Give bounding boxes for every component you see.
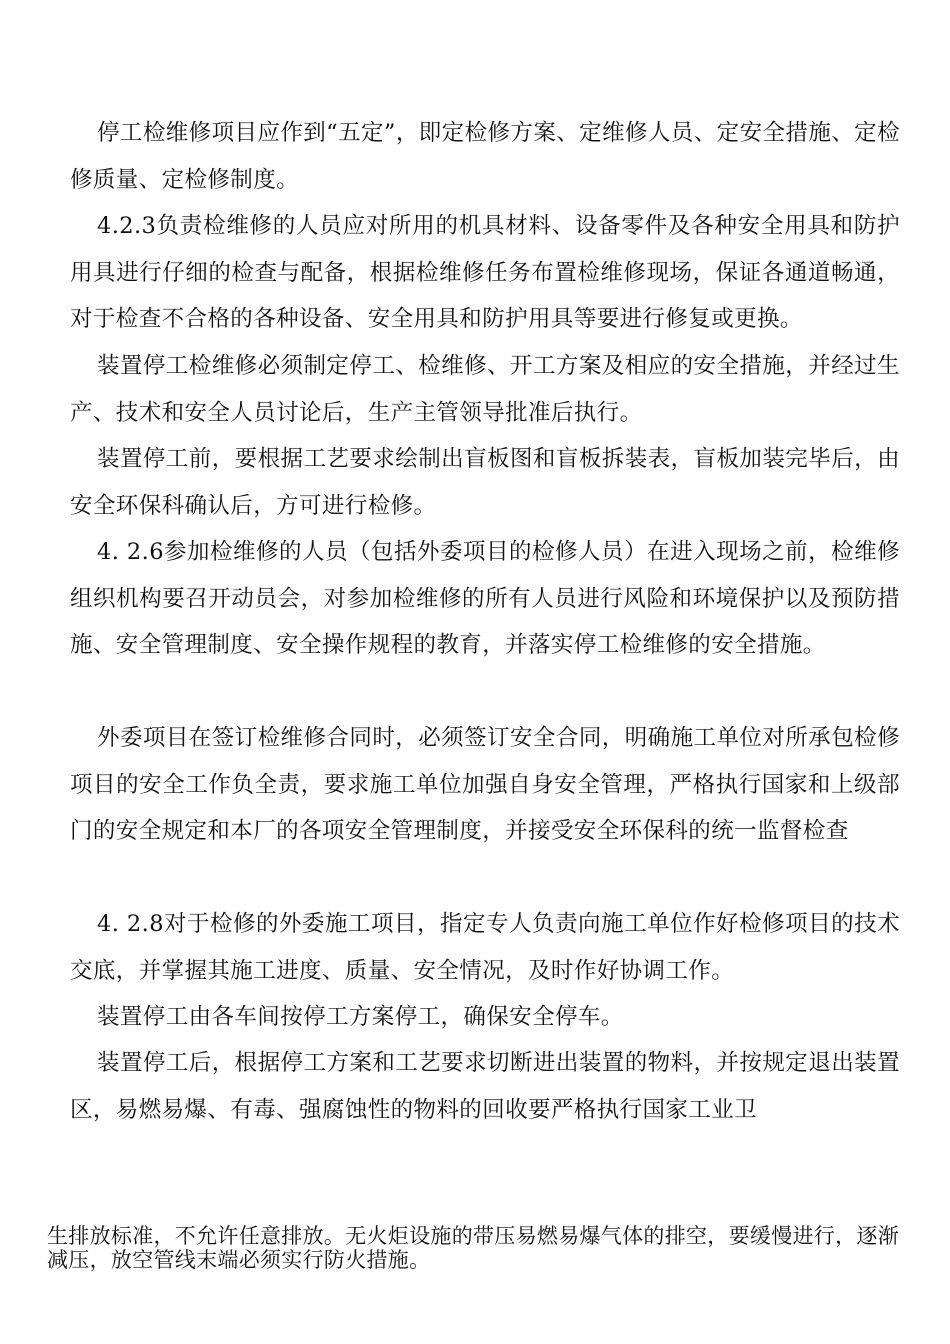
paragraph-workshop-shutdown: 装置停工由各车间按停工方案停工，确保安全停车。 xyxy=(97,1004,624,1030)
paragraph-material-cutoff: 装置停工后，根据停工方案和工艺要求切断进出装置的物料，并按规定退出装置区，易燃易爆、有毒、强腐蚀性的物料的回收要严格执行国家工业卫 xyxy=(70,1050,900,1123)
paragraph-five-fixes: 停工检维修项目应作到“五定”，即定检修方案、定维修人员、定安全措施、定检修质量、定检修制度。 xyxy=(70,120,900,193)
paragraph-outsourced-contract: 外委项目在签订检维修合同时，必须签订安全合同，明确施工单位对所承包检修项目的安全工作负全责，要求施工单位加强自身安全管理，严格执行国家和上级部门的安全规定和本厂的各项安全管理制度，并接受安全环保科的统一监督检查 xyxy=(70,725,900,844)
paragraph-4-2-6: 4. 2.6参加检维修的人员（包括外委项目的检修人员）在进入现场之前，检维修组织机构要召开动员会，对参加检维修的所有人员进行风险和环境保护以及预防措施、安全管理制度、安全操作规程的教育，并落实停工检维修的安全措施。 xyxy=(70,539,900,658)
paragraph-continuation: 生排放标准，不允许任意排放。无火炬设施的带压易燃易爆气体的排空，要缓慢进行，逐渐减压，放空管线末端必须实行防火措施。 xyxy=(47,1224,899,1272)
paragraph-shutdown-plan: 装置停工检维修必须制定停工、检维修、开工方案及相应的安全措施，并经过生产、技术和安全人员讨论后，生产主管领导批准后执行。 xyxy=(70,353,900,426)
paragraph-blind-plate: 装置停工前，要根据工艺要求绘制出盲板图和盲板拆装表，盲板加装完毕后，由安全环保科确认后，方可进行检修。 xyxy=(70,446,900,519)
paragraph-4-2-3: 4.2.3负责检维修的人员应对所用的机具材料、设备零件及各种安全用具和防护用具进行仔细的检查与配备，根据检维修任务布置检维修现场，保证各通道畅通，对于检查不合格的各种设备、安全用具和防护用具等要进行修复或更换。 xyxy=(70,213,900,332)
paragraph-4-2-8: 4. 2.8对于检修的外委施工项目，指定专人负责向施工单位作好检修项目的技术交底，并掌握其施工进度、质量、安全情况，及时作好协调工作。 xyxy=(70,911,900,984)
